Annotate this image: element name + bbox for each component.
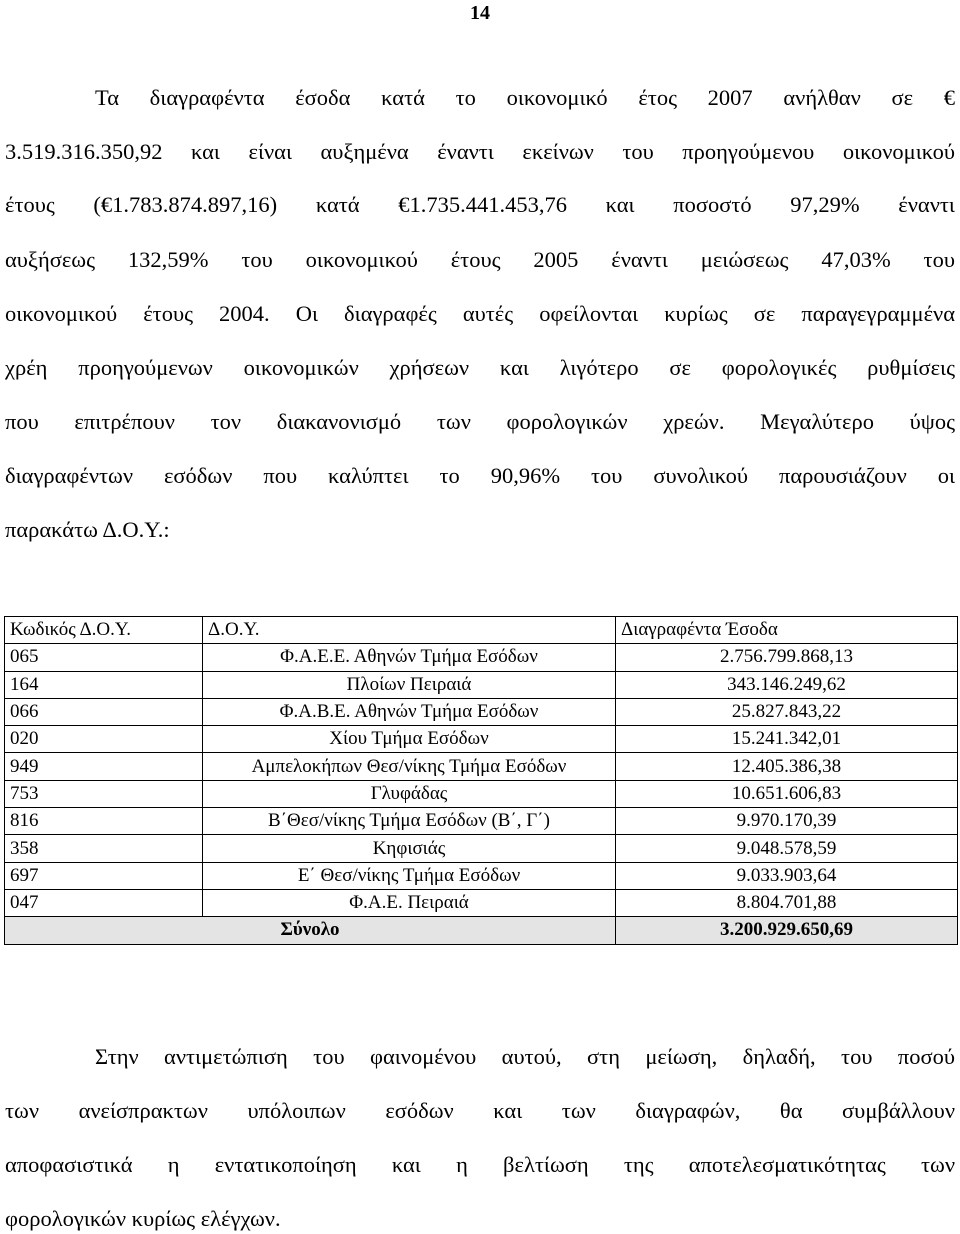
paragraph1-line: διαγραφέντων εσόδων που καλύπτει το 90,96% του συνολικού παρουσιάζουν οι — [5, 463, 955, 488]
cell-office: Φ.Α.Β.Ε. Αθηνών Τμήμα Εσόδων — [203, 698, 616, 725]
paragraph1-line: που επιτρέπουν τον διακανονισμό των φορολογικών χρεών. Μεγαλύτερο ύψος — [5, 409, 955, 434]
cell-amount: 9.033.903,64 — [616, 862, 958, 889]
cell-code: 949 — [5, 753, 203, 780]
paragraph1-line: Τα διαγραφέντα έσοδα κατά το οικονομικό έτος 2007 ανήλθαν σε € — [95, 85, 955, 110]
cell-office: Φ.Α.Ε.Ε. Αθηνών Τμήμα Εσόδων — [203, 644, 616, 671]
cell-amount: 2.756.799.868,13 — [616, 644, 958, 671]
cell-code: 065 — [5, 644, 203, 671]
table-row — [5, 753, 958, 780]
total-amount: 3.200.929.650,69 — [616, 917, 958, 944]
cell-office: Κηφισιάς — [203, 835, 616, 862]
table-row — [5, 726, 958, 753]
total-label: Σύνολο — [5, 917, 616, 944]
cell-office: Χίου Τμήμα Εσόδων — [203, 726, 616, 753]
paragraph2-line: αποφασιστικά η εντατικοποίηση και η βελτίωση της αποτελεσματικότητας των — [5, 1152, 955, 1177]
cell-code: 047 — [5, 889, 203, 916]
cell-amount: 12.405.386,38 — [616, 753, 958, 780]
table-row — [5, 835, 958, 862]
cell-code: 697 — [5, 862, 203, 889]
table-row — [5, 698, 958, 725]
cell-office: Ε΄ Θεσ/νίκης Τμήμα Εσόδων — [203, 862, 616, 889]
table-row — [5, 644, 958, 671]
paragraph1-line: 3.519.316.350,92 και είναι αυξημένα έναντι εκείνων του προηγούμενου οικονομικού — [5, 139, 955, 164]
cell-code: 066 — [5, 698, 203, 725]
cell-code: 753 — [5, 780, 203, 807]
cell-amount: 10.651.606,83 — [616, 780, 958, 807]
cell-office: Αμπελοκήπων Θεσ/νίκης Τμήμα Εσόδων — [203, 753, 616, 780]
cell-code: 358 — [5, 835, 203, 862]
header-code: Κωδικός Δ.Ο.Υ. — [5, 617, 203, 644]
table-row — [5, 862, 958, 889]
paragraph1-line: παρακάτω Δ.Ο.Υ.: — [5, 517, 170, 542]
header-office: Δ.Ο.Υ. — [203, 617, 616, 644]
cell-amount: 25.827.843,22 — [616, 698, 958, 725]
paragraph1-line: χρέη προηγούμενων οικονομικών χρήσεων και λιγότερο σε φορολογικές ρυθμίσεις — [5, 355, 955, 380]
paragraph1-line: αυξήσεως 132,59% του οικονομικού έτους 2005 έναντι μειώσεως 47,03% του — [5, 247, 955, 272]
cell-amount: 8.804.701,88 — [616, 889, 958, 916]
table-header-row — [5, 617, 958, 644]
cell-amount: 15.241.342,01 — [616, 726, 958, 753]
cell-office: Φ.Α.Ε. Πειραιά — [203, 889, 616, 916]
paragraph2-line: φορολογικών κυρίως ελέγχων. — [5, 1206, 281, 1231]
table-row — [5, 780, 958, 807]
cell-code: 020 — [5, 726, 203, 753]
cell-amount: 9.048.578,59 — [616, 835, 958, 862]
cell-amount: 343.146.249,62 — [616, 671, 958, 698]
page-number: 14 — [470, 2, 490, 24]
paragraph1-line: έτους (€1.783.874.897,16) κατά €1.735.441.453,76 και ποσοστό 97,29% έναντι — [5, 192, 955, 217]
table-row — [5, 671, 958, 698]
revenue-writeoff-table — [4, 616, 958, 945]
cell-office: Πλοίων Πειραιά — [203, 671, 616, 698]
table-row — [5, 808, 958, 835]
cell-office: Γλυφάδας — [203, 780, 616, 807]
header-amount: Διαγραφέντα Έσοδα — [616, 617, 958, 644]
cell-office: Β΄Θεσ/νίκης Τμήμα Εσόδων (Β΄, Γ΄) — [203, 808, 616, 835]
table-total-row — [5, 917, 958, 944]
paragraph1-line: οικονομικού έτους 2004. Οι διαγραφές αυτές οφείλονται κυρίως σε παραγεγραμμένα — [5, 301, 955, 326]
cell-code: 164 — [5, 671, 203, 698]
cell-code: 816 — [5, 808, 203, 835]
paragraph2-line: των ανείσπρακτων υπόλοιπων εσόδων και των διαγραφών, θα συμβάλλουν — [5, 1098, 955, 1123]
cell-amount: 9.970.170,39 — [616, 808, 958, 835]
paragraph2-line: Στην αντιμετώπιση του φαινομένου αυτού, στη μείωση, δηλαδή, του ποσού — [95, 1044, 955, 1069]
table-row — [5, 889, 958, 916]
